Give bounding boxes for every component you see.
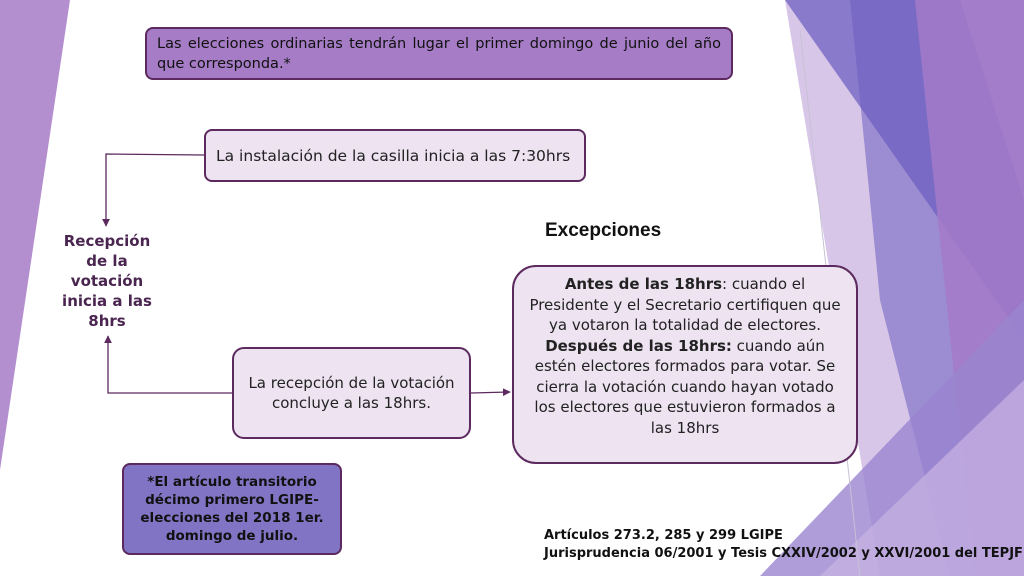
reception-line-4: inicia a las	[62, 292, 152, 310]
reception-line-5: 8hrs	[88, 312, 126, 330]
top-note-box	[145, 27, 733, 80]
transitory-note-box	[122, 463, 342, 555]
exceptions-box	[512, 265, 858, 464]
installation-text: La instalación de la casilla inicia a las 7:30hrs	[216, 146, 571, 165]
reception-start-label	[60, 231, 154, 331]
exceptions-title: Excepciones	[545, 220, 662, 241]
installation-box	[204, 129, 586, 182]
reception-line-3: votación	[70, 272, 144, 290]
reception-end-box	[232, 347, 471, 439]
legal-references	[544, 527, 1023, 563]
top-note-text: Las elecciones ordinarias tendrán lugar el primer domingo de junio del año que corresponda.*	[157, 36, 721, 72]
before-text: : cuando el Presidente y el Secretario certifiquen que ya votaron la totalidad de electores.	[529, 275, 841, 334]
after-label: Después de las 18hrs:	[545, 336, 732, 355]
reception-line-1: Recepción	[63, 232, 151, 250]
reception-line-2: de la	[86, 252, 128, 270]
reference-line-1: Artículos 273.2, 285 y 299 LGIPE	[544, 528, 783, 543]
transitory-note-text: *El artículo transitorio décimo primero LGIPE- elecciones del 2018 1er. domingo de julio.	[140, 474, 324, 544]
before-label: Antes de las 18hrs	[564, 275, 723, 293]
reception-end-text: La recepción de la votación concluye a las 18hrs.	[248, 374, 455, 412]
after-text: cuando aún estén electores formados para votar. Se cierra la votación cuando hayan votado los electores que estuvieron formados a las 18hrs	[534, 336, 836, 437]
reference-line-2: Jurisprudencia 06/2001 y Tesis CXXIV/2002 y XXVI/2001 del TEPJF	[544, 546, 1023, 561]
